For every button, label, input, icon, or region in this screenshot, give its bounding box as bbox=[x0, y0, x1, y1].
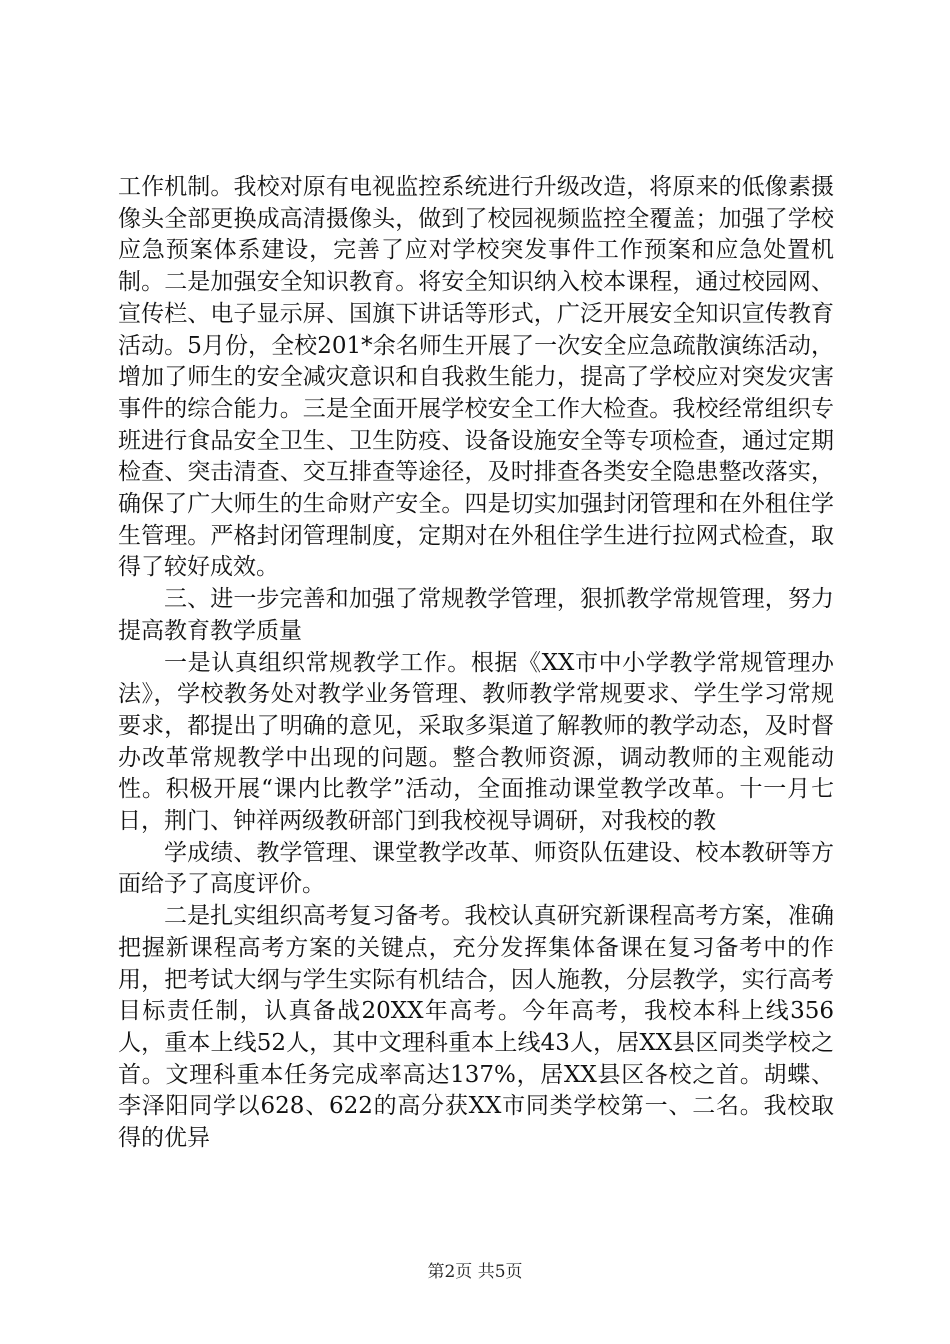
paragraph-routine-teaching: 一是认真组织常规教学工作。根据《XX市中小学教学常规管理办法》，学校教务处对教学业务管理、教师教学常规要求、学生学习常规要求，都提出了明确的意见，采取多渠道了解教师的教学动态，及时督办改革常规教学中出现的问题。整合教师资源，调动教师的主观能动性。积极开展“课内比教学”活动，全面推动课堂教学改革。十一月七日，荆门、钟祥两级教研部门到我校视导调研，对我校的教 bbox=[118, 649, 834, 835]
page-number-footer: 第2页 共5页 bbox=[427, 1262, 523, 1282]
paragraph-safety-work: 工作机制。我校对原有电视监控系统进行升级改造，将原来的低像素摄像头全部更换成高清摄像头，做到了校园视频监控全覆盖；加强了学校应急预案体系建设，完善了应对学校突发事件工作预案和应急处置机制。二是加强安全知识教育。将安全知识纳入校本课程，通过校园网、宣传栏、电子显示屏、国旗下讲话等形式，广泛开展安全知识宣传教育活动。5月份，全校201*余名师生开展了一次安全应急疏散演练活动，增加了师生的安全减灾意识和自我救生能力，提高了学校应对突发灾害事件的综合能力。三是全面开展学校安全工作大检查。我校经常组织专班进行食品安全卫生、卫生防疫、设备设施安全等专项检查，通过定期检查、突击清查、交互排查等途径，及时排查各类安全隐患整改落实，确保了广大师生的生命财产安全。四是切实加强封闭管理和在外租住学生管理。严格封闭管理制度，定期对在外租住学生进行拉网式检查，取得了较好成效。 bbox=[118, 174, 834, 581]
section-heading-teaching-management: 三、进一步完善和加强了常规教学管理，狠抓教学常规管理，努力提高教育教学质量 bbox=[118, 586, 834, 644]
paragraph-evaluation: 学成绩、教学管理、课堂教学改革、师资队伍建设、校本教研等方面给予了高度评价。 bbox=[118, 839, 834, 898]
paragraph-exam-preparation: 二是扎实组织高考复习备考。我校认真研究新课程高考方案，准确把握新课程高考方案的关键点，充分发挥集体备课在复习备考中的作用，把考试大纲与学生实际有机结合，因人施教，分层教学，实行高考目标责任制，认真备战20XX年高考。今年高考，我校本科上线356人，重本上线52人，其中文理科重本上线43人，居XX县区同类学校之首。文理科重本任务完成率高达137%，居XX县区各校之首。胡蝶、李泽阳同学以628、622的高分获XX市同类学校第一、二名。我校取得的优异 bbox=[118, 903, 834, 1152]
document-body bbox=[118, 172, 834, 1155]
